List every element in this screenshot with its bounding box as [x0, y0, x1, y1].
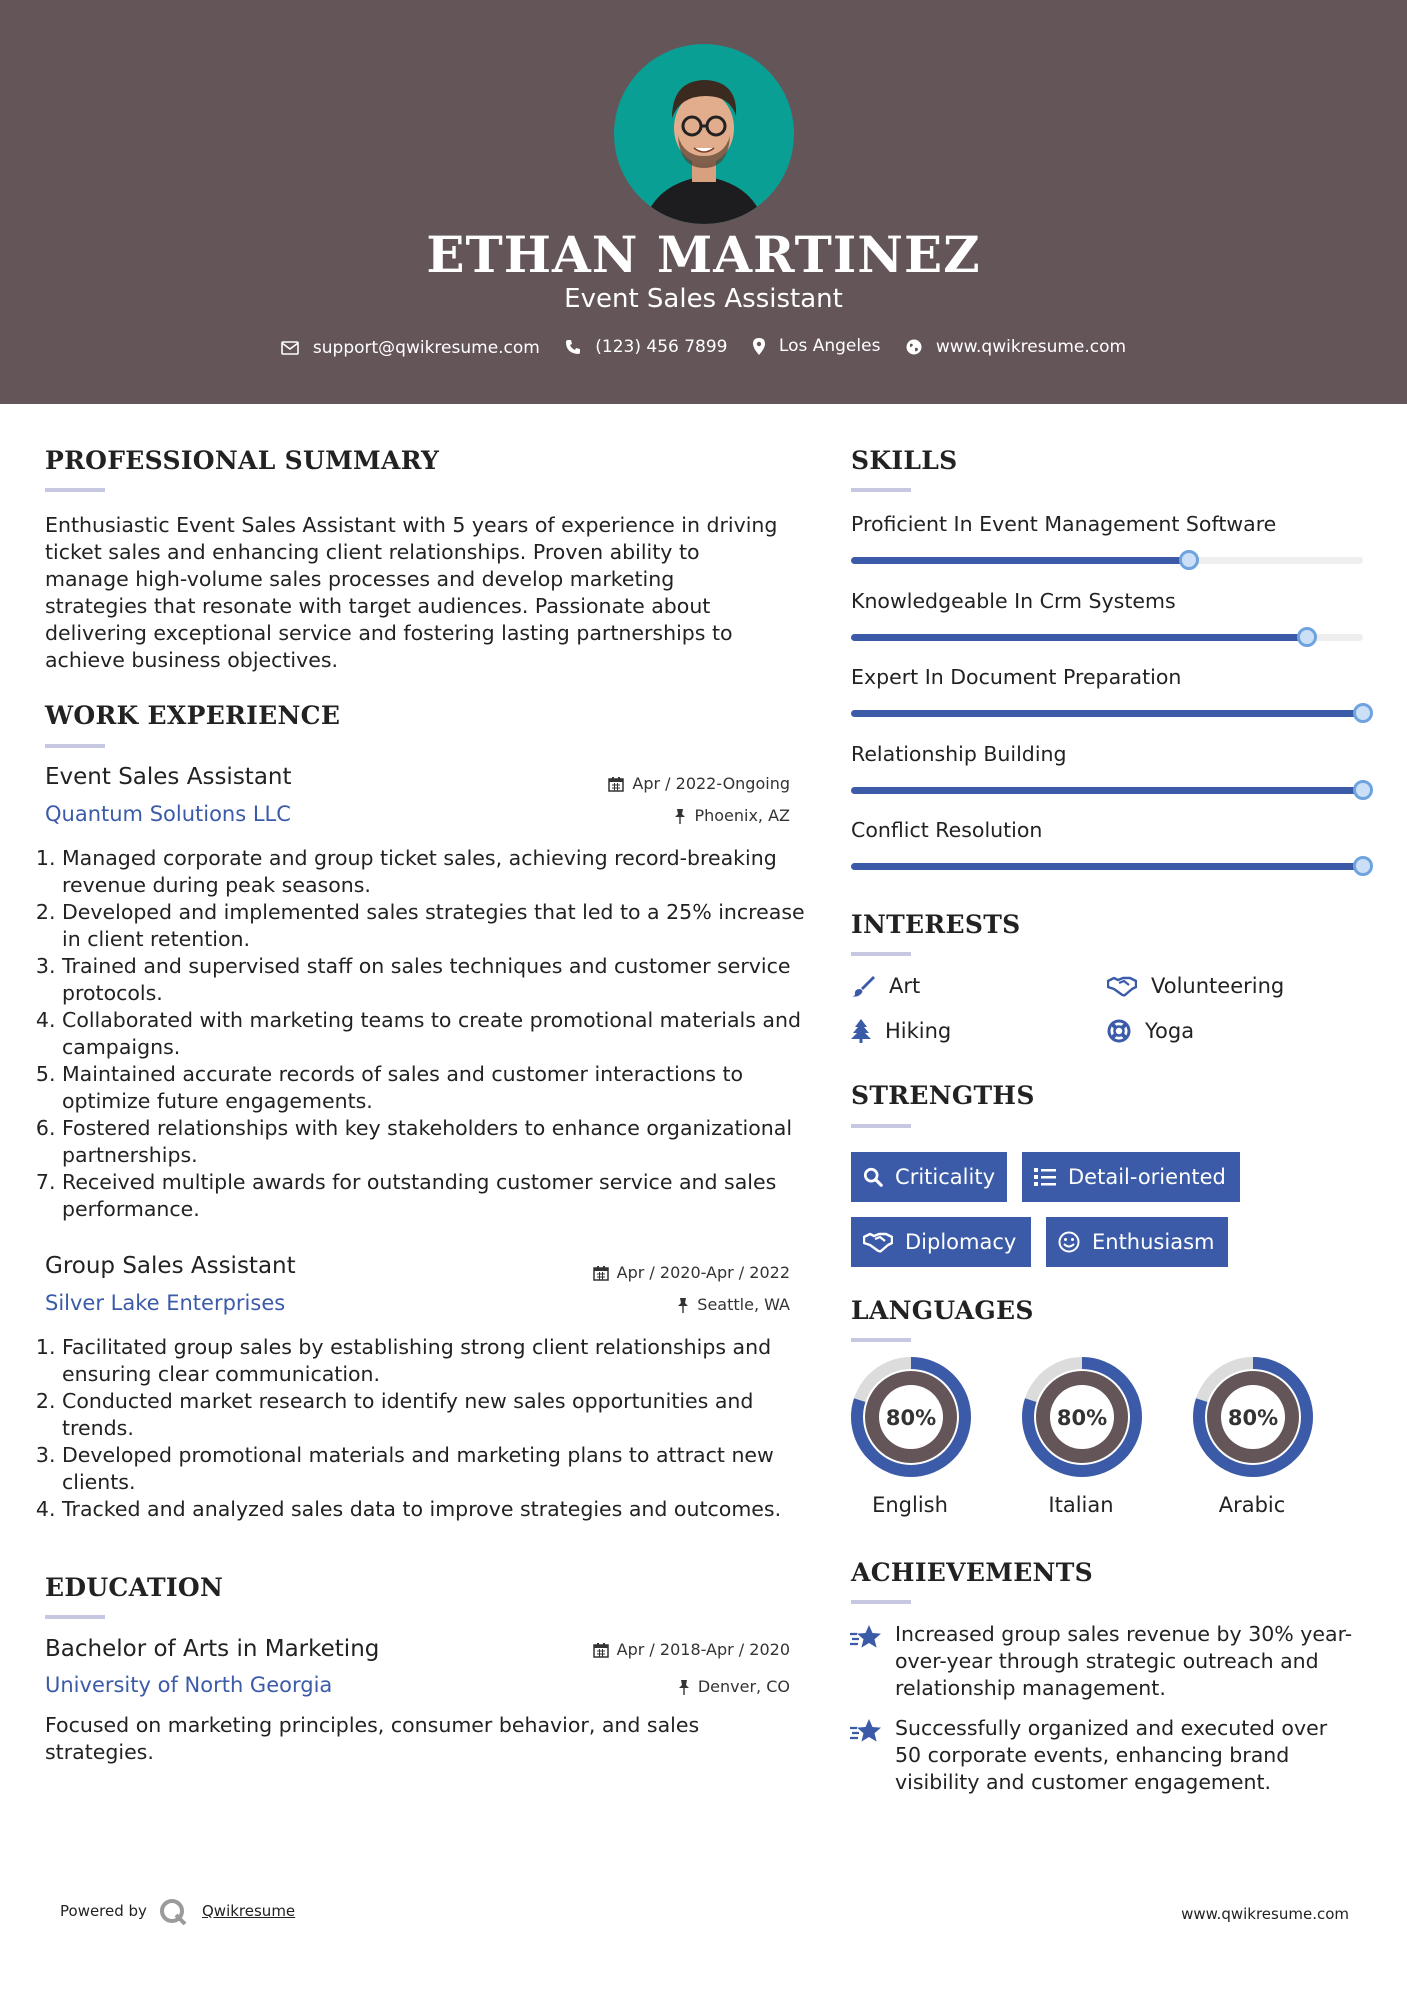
- language-percent: 80%: [1227, 1406, 1279, 1430]
- search-icon: [863, 1166, 883, 1188]
- list-item: 2. Conducted market research to identify new sales opportunities and trends.: [62, 1388, 822, 1442]
- qwikresume-logo-icon: [158, 1897, 188, 1927]
- education-heading: EDUCATION: [45, 1573, 224, 1602]
- pushpin-icon: [678, 1679, 690, 1695]
- strength-tag-enthusiasm: [1046, 1217, 1228, 1267]
- interest-hiking: [851, 1019, 951, 1043]
- footer-powered-by: Powered by: [60, 1902, 147, 1920]
- calendar-icon: [593, 1265, 609, 1281]
- summary-text: [45, 512, 795, 674]
- language-ring: [849, 1355, 973, 1479]
- skill-label: Knowledgeable In Crm Systems: [851, 588, 1176, 613]
- skill-level-fill: [851, 710, 1363, 717]
- list-item: 2. Developed and implemented sales strategies that led to a 25% increase in client retention.: [62, 899, 822, 953]
- summary-heading: PROFESSIONAL SUMMARY: [45, 446, 440, 475]
- skill-level-knob: [1353, 856, 1373, 876]
- experience-heading: WORK EXPERIENCE: [45, 701, 341, 730]
- candidate-role: Event Sales Assistant: [564, 284, 843, 314]
- list-item: 3. Developed promotional materials and marketing plans to attract new clients.: [62, 1442, 822, 1496]
- summary-line: achieve business objectives.: [45, 648, 339, 672]
- summary-line: delivering exceptional service and fostering lasting partnerships to: [45, 621, 733, 645]
- paintbrush-icon: [851, 974, 875, 998]
- phone-icon: [565, 339, 581, 355]
- pushpin-icon: [677, 1297, 689, 1313]
- language-percent: 80%: [1056, 1406, 1108, 1430]
- strengths-underline: [851, 1124, 911, 1128]
- job-location: [490, 1295, 790, 1314]
- strength-label: Detail-oriented: [1068, 1165, 1226, 1189]
- interest-label: Hiking: [885, 1019, 952, 1043]
- star-award-icon: [849, 1718, 883, 1746]
- strength-tag-criticality: [851, 1152, 1007, 1202]
- job-date: [490, 1263, 790, 1282]
- list-item: 7. Received multiple awards for outstanding customer service and sales performance.: [62, 1169, 822, 1223]
- footer-url[interactable]: www.qwikresume.com: [1181, 1905, 1349, 1923]
- list-item: 1. Facilitated group sales by establishing strong client relationships and ensuring clear communication.: [62, 1334, 822, 1388]
- experience-underline: [45, 744, 105, 748]
- interest-label: Art: [889, 974, 921, 998]
- education-date: [490, 1640, 790, 1659]
- footer-brand-link[interactable]: Qwikresume: [202, 1902, 296, 1920]
- star-award-icon: [849, 1624, 883, 1652]
- education-underline: [45, 1615, 105, 1619]
- interest-yoga: [1107, 1019, 1194, 1043]
- education-location: [490, 1677, 790, 1696]
- email-text: support@qwikresume.com: [312, 337, 540, 358]
- strength-label: Criticality: [895, 1165, 995, 1189]
- languages-heading: LANGUAGES: [851, 1296, 1034, 1325]
- phone-text: (123) 456 7899: [595, 336, 728, 357]
- contact-email[interactable]: [281, 338, 540, 358]
- list-icon: [1034, 1167, 1056, 1187]
- language-ring: [1020, 1355, 1144, 1479]
- job-date: [490, 774, 790, 793]
- skills-heading: SKILLS: [851, 446, 958, 475]
- skills-underline: [851, 488, 911, 492]
- tree-icon: [851, 1019, 871, 1043]
- summary-line: ticket sales and enhancing client relationships. Proven ability to: [45, 540, 700, 564]
- language-name: Arabic: [1218, 1493, 1286, 1517]
- interests-underline: [851, 952, 911, 956]
- list-item: 4. Tracked and analyzed sales data to improve strategies and outcomes.: [62, 1496, 822, 1523]
- summary-line: Enthusiastic Event Sales Assistant with 5 years of experience in driving: [45, 513, 778, 537]
- strengths-heading: STRENGTHS: [851, 1081, 1035, 1110]
- job-date-text: Apr / 2022-Ongoing: [632, 774, 790, 793]
- skill-label: Conflict Resolution: [851, 818, 1043, 842]
- achievement-item: Increased group sales revenue by 30% year-over-year through strategic outreach and relationship management.: [895, 1622, 1353, 1700]
- list-item: 6. Fostered relationships with key stakeholders to enhance organizational partnerships.: [62, 1115, 822, 1169]
- company-name[interactable]: Quantum Solutions LLC: [45, 802, 291, 826]
- list-item: 5. Maintained accurate records of sales and customer interactions to optimize future engagements.: [62, 1061, 822, 1115]
- languages-underline: [851, 1338, 911, 1342]
- list-item: 1. Managed corporate and group ticket sales, achieving record-breaking revenue during peak seasons.: [62, 845, 822, 899]
- avatar: [614, 44, 794, 224]
- achievement-item: Successfully organized and executed over 50 corporate events, enhancing brand visibility and customer engagement.: [895, 1716, 1328, 1794]
- handshake-icon: [863, 1231, 893, 1253]
- school-name[interactable]: University of North Georgia: [45, 1673, 333, 1697]
- skill-level-fill: [851, 863, 1363, 870]
- contact-location: [753, 336, 881, 356]
- list-item: 3. Trained and supervised staff on sales techniques and customer service protocols.: [62, 953, 822, 1007]
- skill-level-fill: [851, 634, 1307, 641]
- interest-art: [851, 974, 920, 998]
- degree-title: Bachelor of Arts in Marketing: [45, 1636, 380, 1662]
- map-pin-icon: [753, 338, 765, 355]
- summary-underline: [45, 488, 105, 492]
- language-percent: 80%: [885, 1406, 937, 1430]
- skill-level-fill: [851, 787, 1363, 794]
- summary-line: manage high-volume sales processes and develop marketing: [45, 567, 675, 591]
- education-date-text: Apr / 2018-Apr / 2020: [616, 1640, 790, 1659]
- skill-level-fill: [851, 557, 1189, 564]
- skill-label: Expert In Document Preparation: [851, 665, 1182, 689]
- website-text: www.qwikresume.com: [935, 336, 1127, 357]
- summary-line: strategies that resonate with target audiences. Passionate about: [45, 594, 711, 618]
- skill-label: Relationship Building: [851, 741, 1067, 766]
- language-name: English: [872, 1493, 948, 1517]
- calendar-icon: [593, 1642, 609, 1658]
- contact-bar: [0, 336, 1407, 360]
- location-text: Los Angeles: [778, 336, 881, 356]
- job-location-text: Phoenix, AZ: [694, 806, 790, 825]
- language-ring: [1191, 1355, 1315, 1479]
- skill-level-knob: [1353, 703, 1373, 723]
- company-name[interactable]: Silver Lake Enterprises: [45, 1291, 286, 1315]
- skill-level-knob: [1353, 780, 1373, 800]
- strength-label: Enthusiasm: [1092, 1230, 1215, 1254]
- job-title: Group Sales Assistant: [45, 1253, 296, 1279]
- smile-icon: [1058, 1231, 1080, 1253]
- education-location-text: Denver, CO: [697, 1677, 790, 1696]
- calendar-icon: [608, 776, 624, 792]
- job-date-text: Apr / 2020-Apr / 2022: [616, 1263, 790, 1282]
- strength-label: Diplomacy: [905, 1230, 1017, 1254]
- job-location-text: Seattle, WA: [697, 1295, 790, 1314]
- job-location: [490, 806, 790, 825]
- interest-label: Volunteering: [1151, 974, 1285, 998]
- strength-tag-detail-oriented: [1022, 1152, 1240, 1202]
- education-description: Focused on marketing principles, consumer behavior, and sales strategies.: [45, 1713, 700, 1764]
- lifebuoy-icon: [1107, 1019, 1131, 1043]
- skill-label: Proficient In Event Management Software: [851, 512, 1277, 536]
- skill-level-knob: [1179, 550, 1199, 570]
- language-name: Italian: [1048, 1493, 1114, 1517]
- candidate-name: ETHAN MARTINEZ: [426, 225, 981, 284]
- strength-tag-diplomacy: [851, 1217, 1031, 1267]
- job-bullets: [35, 845, 822, 1223]
- interests-heading: INTERESTS: [851, 910, 1021, 939]
- skill-level-knob: [1297, 627, 1317, 647]
- interest-label: Yoga: [1145, 1019, 1195, 1043]
- interest-volunteering: [1107, 974, 1284, 998]
- job-bullets: [35, 1334, 822, 1523]
- handshake-icon: [1107, 975, 1137, 997]
- contact-website[interactable]: [906, 337, 1126, 357]
- list-item: 4. Collaborated with marketing teams to create promotional materials and campaigns.: [62, 1007, 822, 1061]
- contact-phone[interactable]: [565, 337, 727, 357]
- achievements-underline: [851, 1600, 911, 1604]
- envelope-icon: [281, 341, 299, 355]
- job-title: Event Sales Assistant: [45, 764, 292, 790]
- globe-icon: [906, 339, 922, 355]
- achievements-heading: ACHIEVEMENTS: [851, 1558, 1093, 1587]
- pushpin-icon: [674, 808, 686, 824]
- header-band: [0, 0, 1407, 404]
